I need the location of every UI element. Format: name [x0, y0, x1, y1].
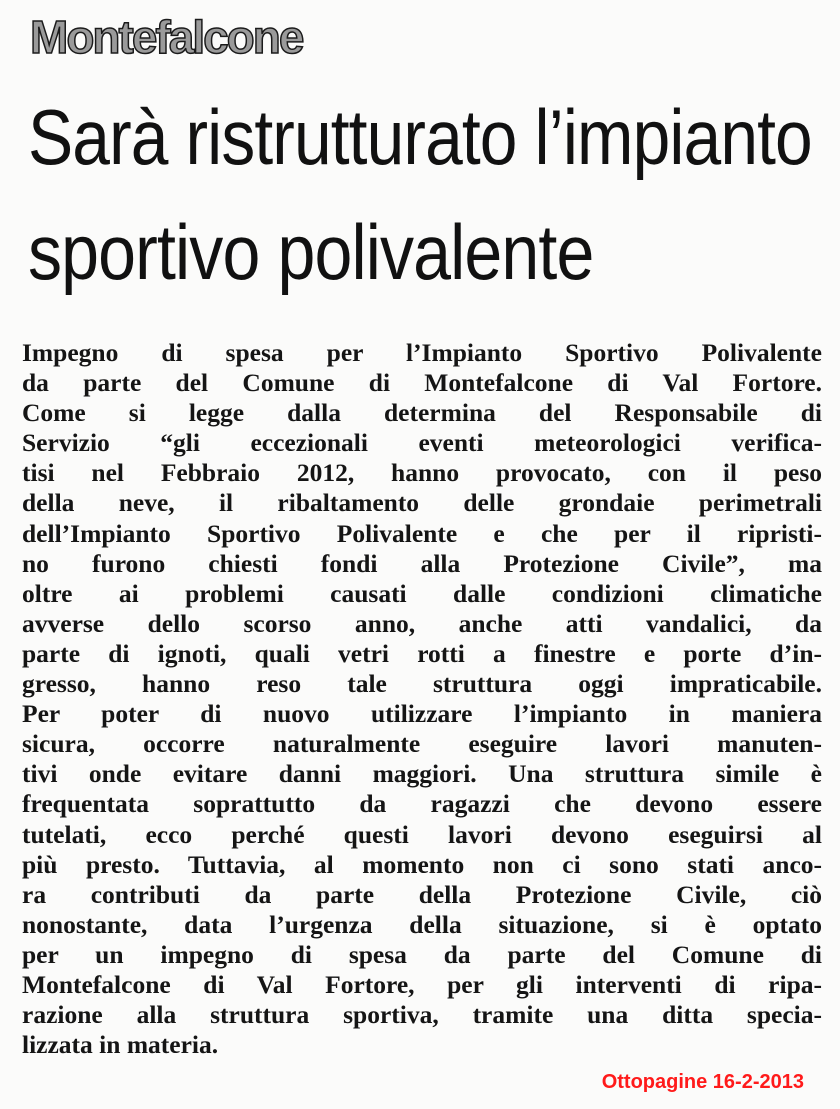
body-line: Come si legge dalla determina del Responsabile di — [22, 398, 822, 428]
body-line: Servizio “gli eccezionali eventi meteorologici verifica- — [22, 428, 822, 458]
body-line: parte di ignoti, quali vetri rotti a finestre e porte d’in- — [22, 638, 822, 668]
headline-line-2: sportivo polivalente — [28, 208, 594, 296]
source-credit: Ottopagine 16-2-2013 — [601, 1071, 804, 1093]
body-line: Impegno di spesa per l’Impianto Sportivo Polivalente — [22, 338, 822, 367]
body-line: per un impegno di spesa da parte del Comune di — [22, 939, 822, 969]
body-line: oltre ai problemi causati dalle condizioni climatiche — [22, 578, 822, 608]
body-line: no furono chiesti fondi alla Protezione Civile”, ma — [22, 548, 822, 578]
section-heading: Montefalcone — [30, 11, 303, 63]
body-line: lizzata in materia. — [22, 1030, 219, 1060]
body-line: da parte del Comune di Montefalcone di Val Fortore. — [22, 368, 822, 398]
body-line: tutelati, ecco perché questi lavori devono eseguirsi al — [22, 819, 822, 849]
article-body — [22, 338, 822, 1060]
body-line: tisi nel Febbraio 2012, hanno provocato, con il peso — [22, 458, 822, 488]
body-line: avverse dello scorso anno, anche atti vandalici, da — [22, 608, 822, 638]
body-line: tivi onde evitare danni maggiori. Una struttura simile è — [22, 759, 822, 789]
body-line: dell’Impianto Sportivo Polivalente e che per il ripristi- — [22, 518, 822, 548]
body-line: sicura, occorre naturalmente eseguire lavori manuten- — [22, 729, 822, 759]
body-line: Montefalcone di Val Fortore, per gli interventi di ripa- — [22, 969, 822, 999]
body-line: razione alla struttura sportiva, tramite una ditta specia- — [22, 1000, 822, 1030]
body-line: nonostante, data l’urgenza della situazione, si è optato — [22, 909, 822, 939]
headline-line-1: Sarà ristrutturato l’impianto — [28, 93, 812, 181]
body-line: della neve, il ribaltamento delle grondaie perimetrali — [22, 488, 822, 518]
body-line: frequentata soprattutto da ragazzi che devono essere — [22, 789, 822, 819]
body-line: Per poter di nuovo utilizzare l’impianto in maniera — [22, 699, 822, 729]
body-line: più presto. Tuttavia, al momento non ci sono stati anco- — [22, 849, 822, 879]
body-line: ra contributi da parte della Protezione Civile, ciò — [22, 879, 822, 909]
body-line: gresso, hanno reso tale struttura oggi impraticabile. — [22, 669, 822, 699]
